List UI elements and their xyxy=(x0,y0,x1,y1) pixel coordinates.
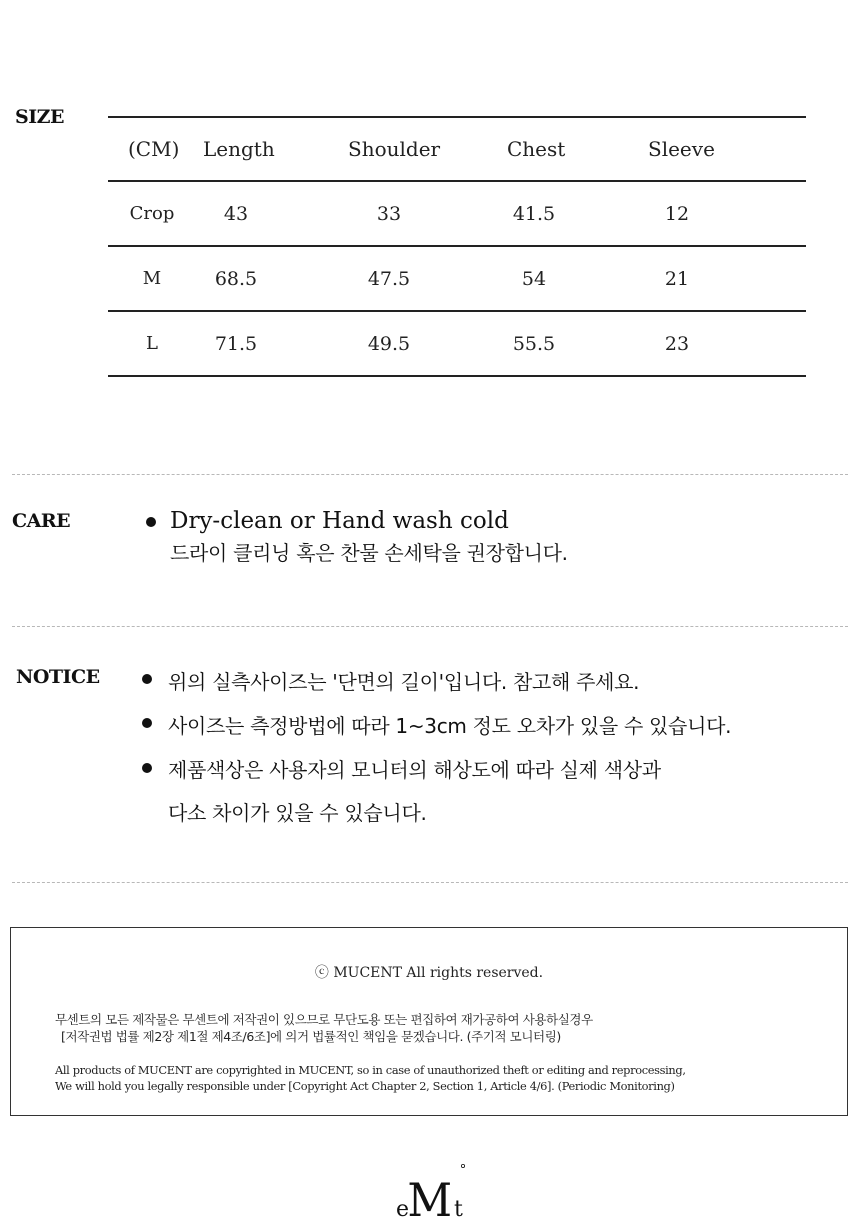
header-cell-sleeve: Sleeve xyxy=(648,137,715,161)
sleeve-cell: 12 xyxy=(664,202,690,225)
copyright-headline: ⓒ MUCENT All rights reserved. xyxy=(314,965,544,981)
logo-mark-icon xyxy=(396,1162,476,1222)
notice-item: 제품색상은 사용자의 모니터의 해상도에 따라 실제 색상과 xyxy=(168,758,661,782)
notice-item-continuation: 다소 차이가 있을 수 있습니다. xyxy=(168,801,427,825)
copyright-en-line-2: We will hold you legally responsible under [Copyright Act Chapter 2, Section 1, Article 4/6]. (Periodic Monitoring) xyxy=(55,1079,675,1093)
header-cell-shoulder: Shoulder xyxy=(348,137,441,161)
table-header-row xyxy=(108,118,806,180)
svg-text:t: t xyxy=(454,1197,463,1222)
care-bullet xyxy=(146,517,156,527)
size-section-title: SIZE xyxy=(15,106,64,128)
dashed-divider xyxy=(12,474,848,475)
sleeve-cell: 21 xyxy=(664,267,690,290)
length-cell: 71.5 xyxy=(214,332,258,355)
chest-cell: 54 xyxy=(521,267,547,290)
notice-bullet xyxy=(142,718,152,728)
table-row xyxy=(108,182,806,245)
care-section-title: CARE xyxy=(12,510,71,532)
length-cell: 68.5 xyxy=(214,267,258,290)
size-cell: Crop xyxy=(129,203,175,224)
notice-bullet xyxy=(142,763,152,773)
notice-item: 사이즈는 측정방법에 따라 1~3cm 정도 오차가 있을 수 있습니다. xyxy=(168,714,732,738)
table-bottom-rule xyxy=(108,375,806,377)
size-cell: L xyxy=(146,333,158,354)
header-cell-length: Length xyxy=(203,137,275,161)
shoulder-cell: 33 xyxy=(376,202,402,225)
dashed-divider xyxy=(12,626,848,627)
notice-section-title: NOTICE xyxy=(16,666,100,688)
table-row xyxy=(108,312,806,375)
copyright-ko-line-2: [저작권법 법률 제2장 제1절 제4조/6조]에 의거 법률적인 책임을 묻겠습니다. (주기적 모니터링) xyxy=(61,1029,561,1044)
notice-bullet xyxy=(142,674,152,684)
table-row xyxy=(108,247,806,310)
copyright-box xyxy=(10,927,848,1116)
svg-text:M: M xyxy=(407,1172,453,1222)
chest-cell: 55.5 xyxy=(512,332,556,355)
size-cell: M xyxy=(142,268,162,289)
care-text-ko: 드라이 클리닝 혹은 찬물 손세탁을 권장합니다. xyxy=(170,541,568,565)
copyright-en-line-1: All products of MUCENT are copyrighted in MUCENT, so in case of unauthorized theft or editing and reprocessing, xyxy=(55,1063,686,1077)
shoulder-cell: 49.5 xyxy=(367,332,411,355)
size-table xyxy=(108,116,806,377)
notice-item: 위의 실측사이즈는 '단면의 길이'입니다. 참고해 주세요. xyxy=(168,670,640,694)
header-cell-unit: (CM) xyxy=(128,137,180,161)
copyright-ko-line-1: 무센트의 모든 제작물은 무센트에 저작권이 있으므로 무단도용 또는 편집하여 재가공하여 사용하실경우 xyxy=(55,1012,593,1027)
dashed-divider xyxy=(12,882,848,883)
length-cell: 43 xyxy=(223,202,249,225)
sleeve-cell: 23 xyxy=(664,332,690,355)
chest-cell: 41.5 xyxy=(512,202,556,225)
shoulder-cell: 47.5 xyxy=(367,267,411,290)
mucent-logo xyxy=(396,1162,476,1222)
header-cell-chest: Chest xyxy=(507,137,566,161)
svg-text:e: e xyxy=(396,1197,410,1222)
care-text-en: Dry-clean or Hand wash cold xyxy=(170,508,509,534)
